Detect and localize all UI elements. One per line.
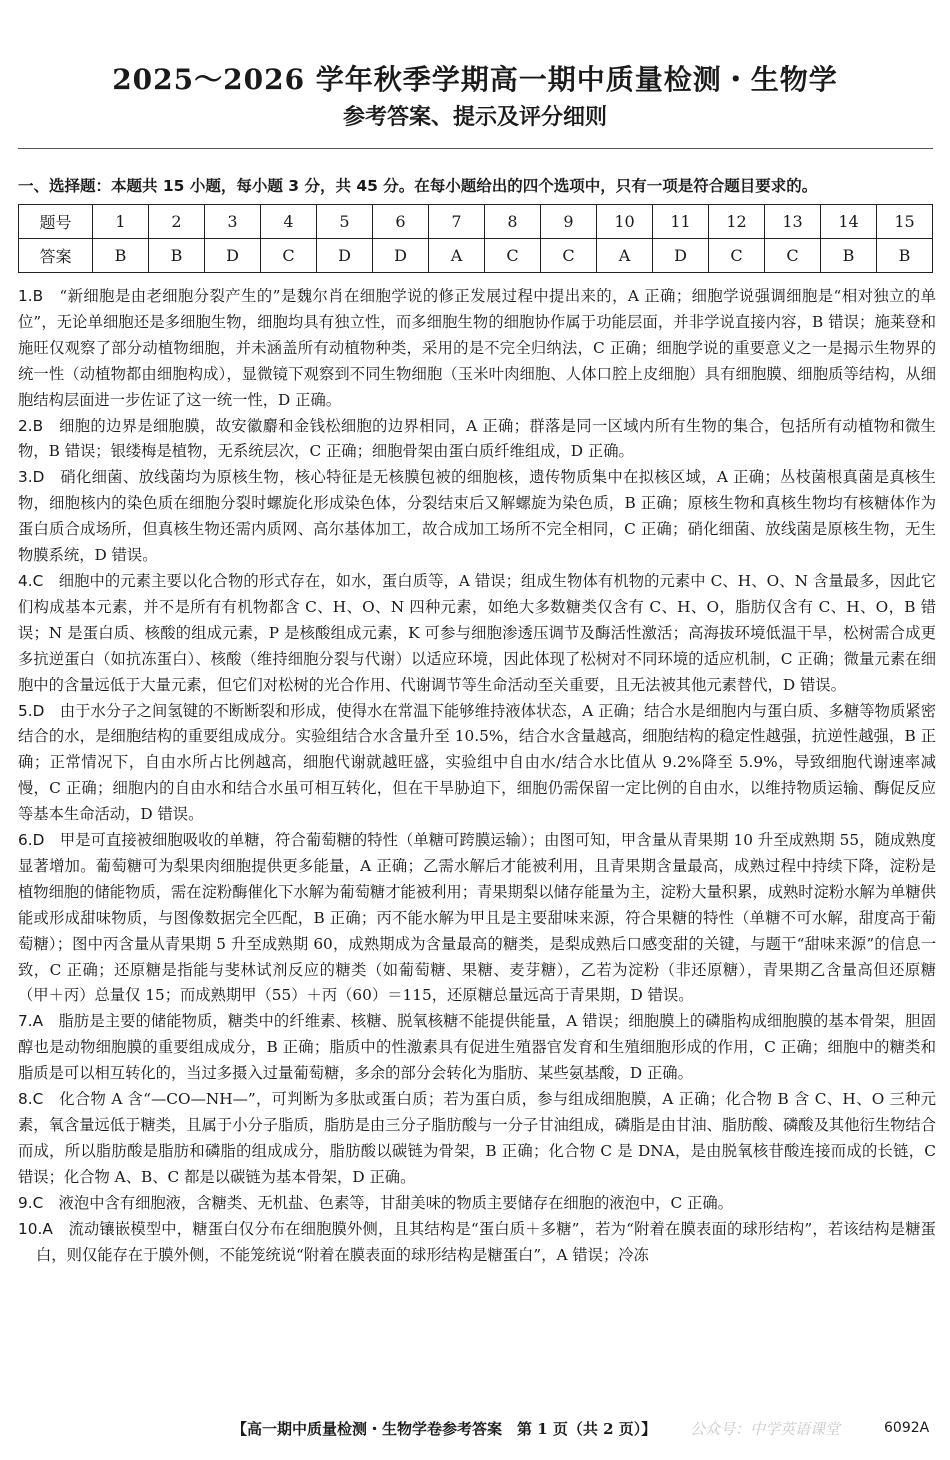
item-number: 2.B <box>18 416 44 435</box>
table-row-numbers <box>19 205 933 239</box>
table-cell: D <box>317 239 373 273</box>
table-cell: A <box>429 239 485 273</box>
explanation-item <box>18 1191 936 1217</box>
table-cell: 12 <box>709 205 765 239</box>
table-cell: A <box>597 239 653 273</box>
item-number: 6.D <box>18 831 45 850</box>
item-text: 脂肪是主要的储能物质，糖类中的纤维素、核糖、脱氧核糖不能提供能量，A 错误；细胞膜上的磷脂构成细胞膜的基本骨架，胆固醇也是动物细胞膜的重要组成成分，B 正确；脂质中的性激素具有促进生殖器官发育和生殖细胞形成的作用，C 正确；细胞中的糖类和脂质是可以相互转化的，当过多摄入过量葡萄糖，多余的部分会转化为脂肪、某些氨基酸，D 正确。 <box>18 1012 936 1083</box>
footer-text: 【高一期中质量检测・生物学卷参考答案 第 1 页（共 2 页）】 <box>232 1420 657 1438</box>
explanation-item <box>18 699 936 829</box>
item-text: 化合物 A 含“—CO—NH—”，可判断为多肽或蛋白质；若为蛋白质，参与组成细胞膜，A 正确；化合物 B 含 C、H、O 三种元素，氧含量远低于糖类，且属于小分子脂质，脂肪是由三分子脂肪酸与一分子甘油组成，磷脂是由甘油、脂肪酸、磷酸及其他衍生物结合而成，所以脂肪酸是脂肪和磷脂的组成成分，脂肪酸以碳链为骨架，B 正确；化合物 C 是 DNA，是由脱氧核苷酸连接而成的长链，C 错误；化合物 A、B、C 都是以碳链为基本骨架，D 正确。 <box>18 1090 936 1186</box>
table-cell: 6 <box>373 205 429 239</box>
table-cell: C <box>765 239 821 273</box>
table-cell: B <box>93 239 149 273</box>
item-text: 细胞中的元素主要以化合物的形式存在，如水，蛋白质等，A 错误；组成生物体有机物的元素中 C、H、O、N 含量最多，因此它们构成基本元素，并不是所有有机物都含 C、H、O、N 四种元素，如绝大多数糖类仅含有 C、H、O，脂肪仅含有 C、H、O，B 错误；N 是蛋白质、核酸的组成元素，P 是核酸组成元素，K 可参与细胞渗透压调节及酶活性激活；高海拔环境低温干旱，松树需合成更多抗逆蛋白（如抗冻蛋白）、核酸（维持细胞分裂与代谢）以适应环境，因此体现了松树对不同环境的适应机制，C 正确；微量元素在细胞中的含量远低于大量元素，但它们对松树的光合作用、代谢调节等生命活动至关重要，且无法被其他元素替代，D 错误。 <box>18 571 936 694</box>
table-cell: 2 <box>149 205 205 239</box>
explanation-item <box>18 465 936 569</box>
row-label-answer: 答案 <box>19 239 93 273</box>
table-cell: D <box>205 239 261 273</box>
item-number: 1.B <box>18 287 44 305</box>
table-cell: 13 <box>765 205 821 239</box>
table-cell: 7 <box>429 205 485 239</box>
answer-table <box>18 204 933 273</box>
explanation-item <box>18 1087 936 1191</box>
page-title: 2025～2026 学年秋季学期高一期中质量检测・生物学 <box>112 63 838 96</box>
table-cell: 14 <box>821 205 877 239</box>
page-subtitle: 参考答案、提示及评分细则 <box>342 104 607 130</box>
table-cell: C <box>261 239 317 273</box>
table-cell: B <box>149 239 205 273</box>
table-cell: 5 <box>317 205 373 239</box>
explanation-item <box>18 1217 936 1269</box>
explanation-item <box>18 1009 936 1087</box>
explanation-item <box>18 569 936 699</box>
item-text: 硝化细菌、放线菌均为原核生物，核心特征是无核膜包被的细胞核，遗传物质集中在拟核区域，A 正确；丛枝菌根真菌是真核生物，细胞核内的染色质在细胞分裂时螺旋化形成染色体，分裂结束后又解螺旋为染色质，B 正确；原核生物和真核生物均有核糖体作为蛋白质合成场所，但真核生物还需内质网、高尔基体加工，故合成加工场所不完全相同，C 正确；硝化细菌、放线菌是原核生物，无生物膜系统，D 错误。 <box>18 468 936 565</box>
divider <box>18 148 933 149</box>
explanation-item <box>18 284 936 414</box>
table-cell: C <box>541 239 597 273</box>
item-number: 3.D <box>18 468 45 487</box>
table-row-answers <box>19 239 933 273</box>
item-number: 7.A <box>18 1012 44 1031</box>
section-heading: 一、选择题：本题共 15 小题，每小题 3 分，共 45 分。在每小题给出的四个选项中，只有一项是符合题目要求的。 <box>18 177 818 195</box>
explanation-item <box>18 828 936 1009</box>
table-cell: D <box>653 239 709 273</box>
table-cell: 10 <box>597 205 653 239</box>
table-cell: D <box>373 239 429 273</box>
item-text: 由于水分子之间氢键的不断断裂和形成，使得水在常温下能够维持液体状态，A 正确；结合水是细胞内与蛋白质、多糖等物质紧密结合的水，是细胞结构的重要组成成分。实验组结合水含量升至 10.5%，结合水含量越高，细胞结构的稳定性越强，抗逆性越强，B 正确；正常情况下，自由水所占比例越高，细胞代谢就越旺盛，实验组中自由水/结合水比值从 9.2%降至 5.9%，导致细胞代谢速率减慢，C 正确；细胞内的自由水和结合水虽可相互转化，但在干旱胁迫下，细胞仍需保留一定比例的自由水，以维持物质运输、酶促反应等基本生命活动，D 错误。 <box>18 701 936 824</box>
item-number: 5.D <box>18 701 45 720</box>
table-cell: 8 <box>485 205 541 239</box>
explanation-item <box>18 414 936 466</box>
item-number: 10.A <box>18 1219 53 1238</box>
table-cell: 3 <box>205 205 261 239</box>
item-text: “新细胞是由老细胞分裂产生的”是魏尔肖在细胞学说的修正发展过程中提出来的，A 正确；细胞学说强调细胞是“相对独立的单位”，无论单细胞还是多细胞生物，细胞均具有独立性，而多细胞生物的细胞协作属于功能层面，并非学说直接内容，B 错误；施莱登和施旺仅观察了部分动植物细胞，并未涵盖所有动植物种类，采用的是不完全归纳法，C 正确；细胞学说的重要意义之一是揭示生物界的统一性（动植物都由细胞构成），显微镜下观察到不同生物细胞（玉米叶肉细胞、人体口腔上皮细胞）具有细胞膜、细胞质等结构，从细胞结构层面进一步佐证了这一统一性，D 正确。 <box>18 287 936 409</box>
item-number: 9.C <box>18 1193 44 1212</box>
table-cell: 15 <box>877 205 933 239</box>
table-cell: 1 <box>93 205 149 239</box>
item-text: 甲是可直接被细胞吸收的单糖，符合葡萄糖的特性（单糖可跨膜运输）；由图可知，甲含量从青果期 10 升至成熟期 55，随成熟度显著增加。葡萄糖可为梨果肉细胞提供更多能量，A 正确；乙需水解后才能被利用，且青果期含量最高，成熟过程中持续下降，淀粉是植物细胞的储能物质，需在淀粉酶催化下水解为葡萄糖才能被利用；青果期梨以储存能量为主，淀粉大量积累，成熟时淀粉水解为单糖供能或形成甜味物质，与图像数据完全匹配，B 正确；丙不能水解为甲且是主要甜味来源，符合果糖的特性（单糖不可水解，甜度高于葡萄糖）；图中丙含量从青果期 5 升至成熟期 60，成熟期成为含量最高的糖类，是梨成熟后口感变甜的关键，与题干“甜味来源”的信息一致，C 正确；还原糖是指能与斐林试剂反应的糖类（如葡萄糖、果糖、麦芽糖），乙若为淀粉（非还原糖），青果期乙含量高但还原糖（甲＋丙）总量仅 15；而成熟期甲（55）＋丙（60）＝115，还原糖总量远高于青果期，D 错误。 <box>18 831 936 1005</box>
table-cell: 9 <box>541 205 597 239</box>
item-number: 4.C <box>18 571 44 590</box>
table-cell: C <box>709 239 765 273</box>
item-text: 细胞的边界是细胞膜，故安徽麝和金钱松细胞的边界相同，A 正确；群落是同一区域内所有生物的集合，包括所有动植物和微生物，B 错误；银缕梅是植物，无系统层次，C 正确；细胞骨架由蛋白质纤维组成，D 正确。 <box>18 416 936 461</box>
table-cell: B <box>877 239 933 273</box>
table-cell: B <box>821 239 877 273</box>
document-code: 6092A <box>884 1420 930 1436</box>
item-number: 8.C <box>18 1090 44 1109</box>
table-cell: C <box>485 239 541 273</box>
watermark: 公众号：中学英语课堂 <box>690 1420 841 1438</box>
table-cell: 11 <box>653 205 709 239</box>
item-text: 流动镶嵌模型中，糖蛋白仅分布在细胞膜外侧，且其结构是“蛋白质＋多糖”，若为“附着在膜表面的球形结构”，若该结构是糖蛋白，则仅能存在于膜外侧，不能笼统说“附着在膜表面的球形结构是糖蛋白”，A 错误；冷冻 <box>36 1219 936 1264</box>
row-label-number: 题号 <box>19 205 93 239</box>
item-text: 液泡中含有细胞液，含糖类、无机盐、色素等，甘甜美味的物质主要储存在细胞的液泡中，C 正确。 <box>58 1193 733 1212</box>
explanations-body <box>18 284 936 1268</box>
table-cell: 4 <box>261 205 317 239</box>
